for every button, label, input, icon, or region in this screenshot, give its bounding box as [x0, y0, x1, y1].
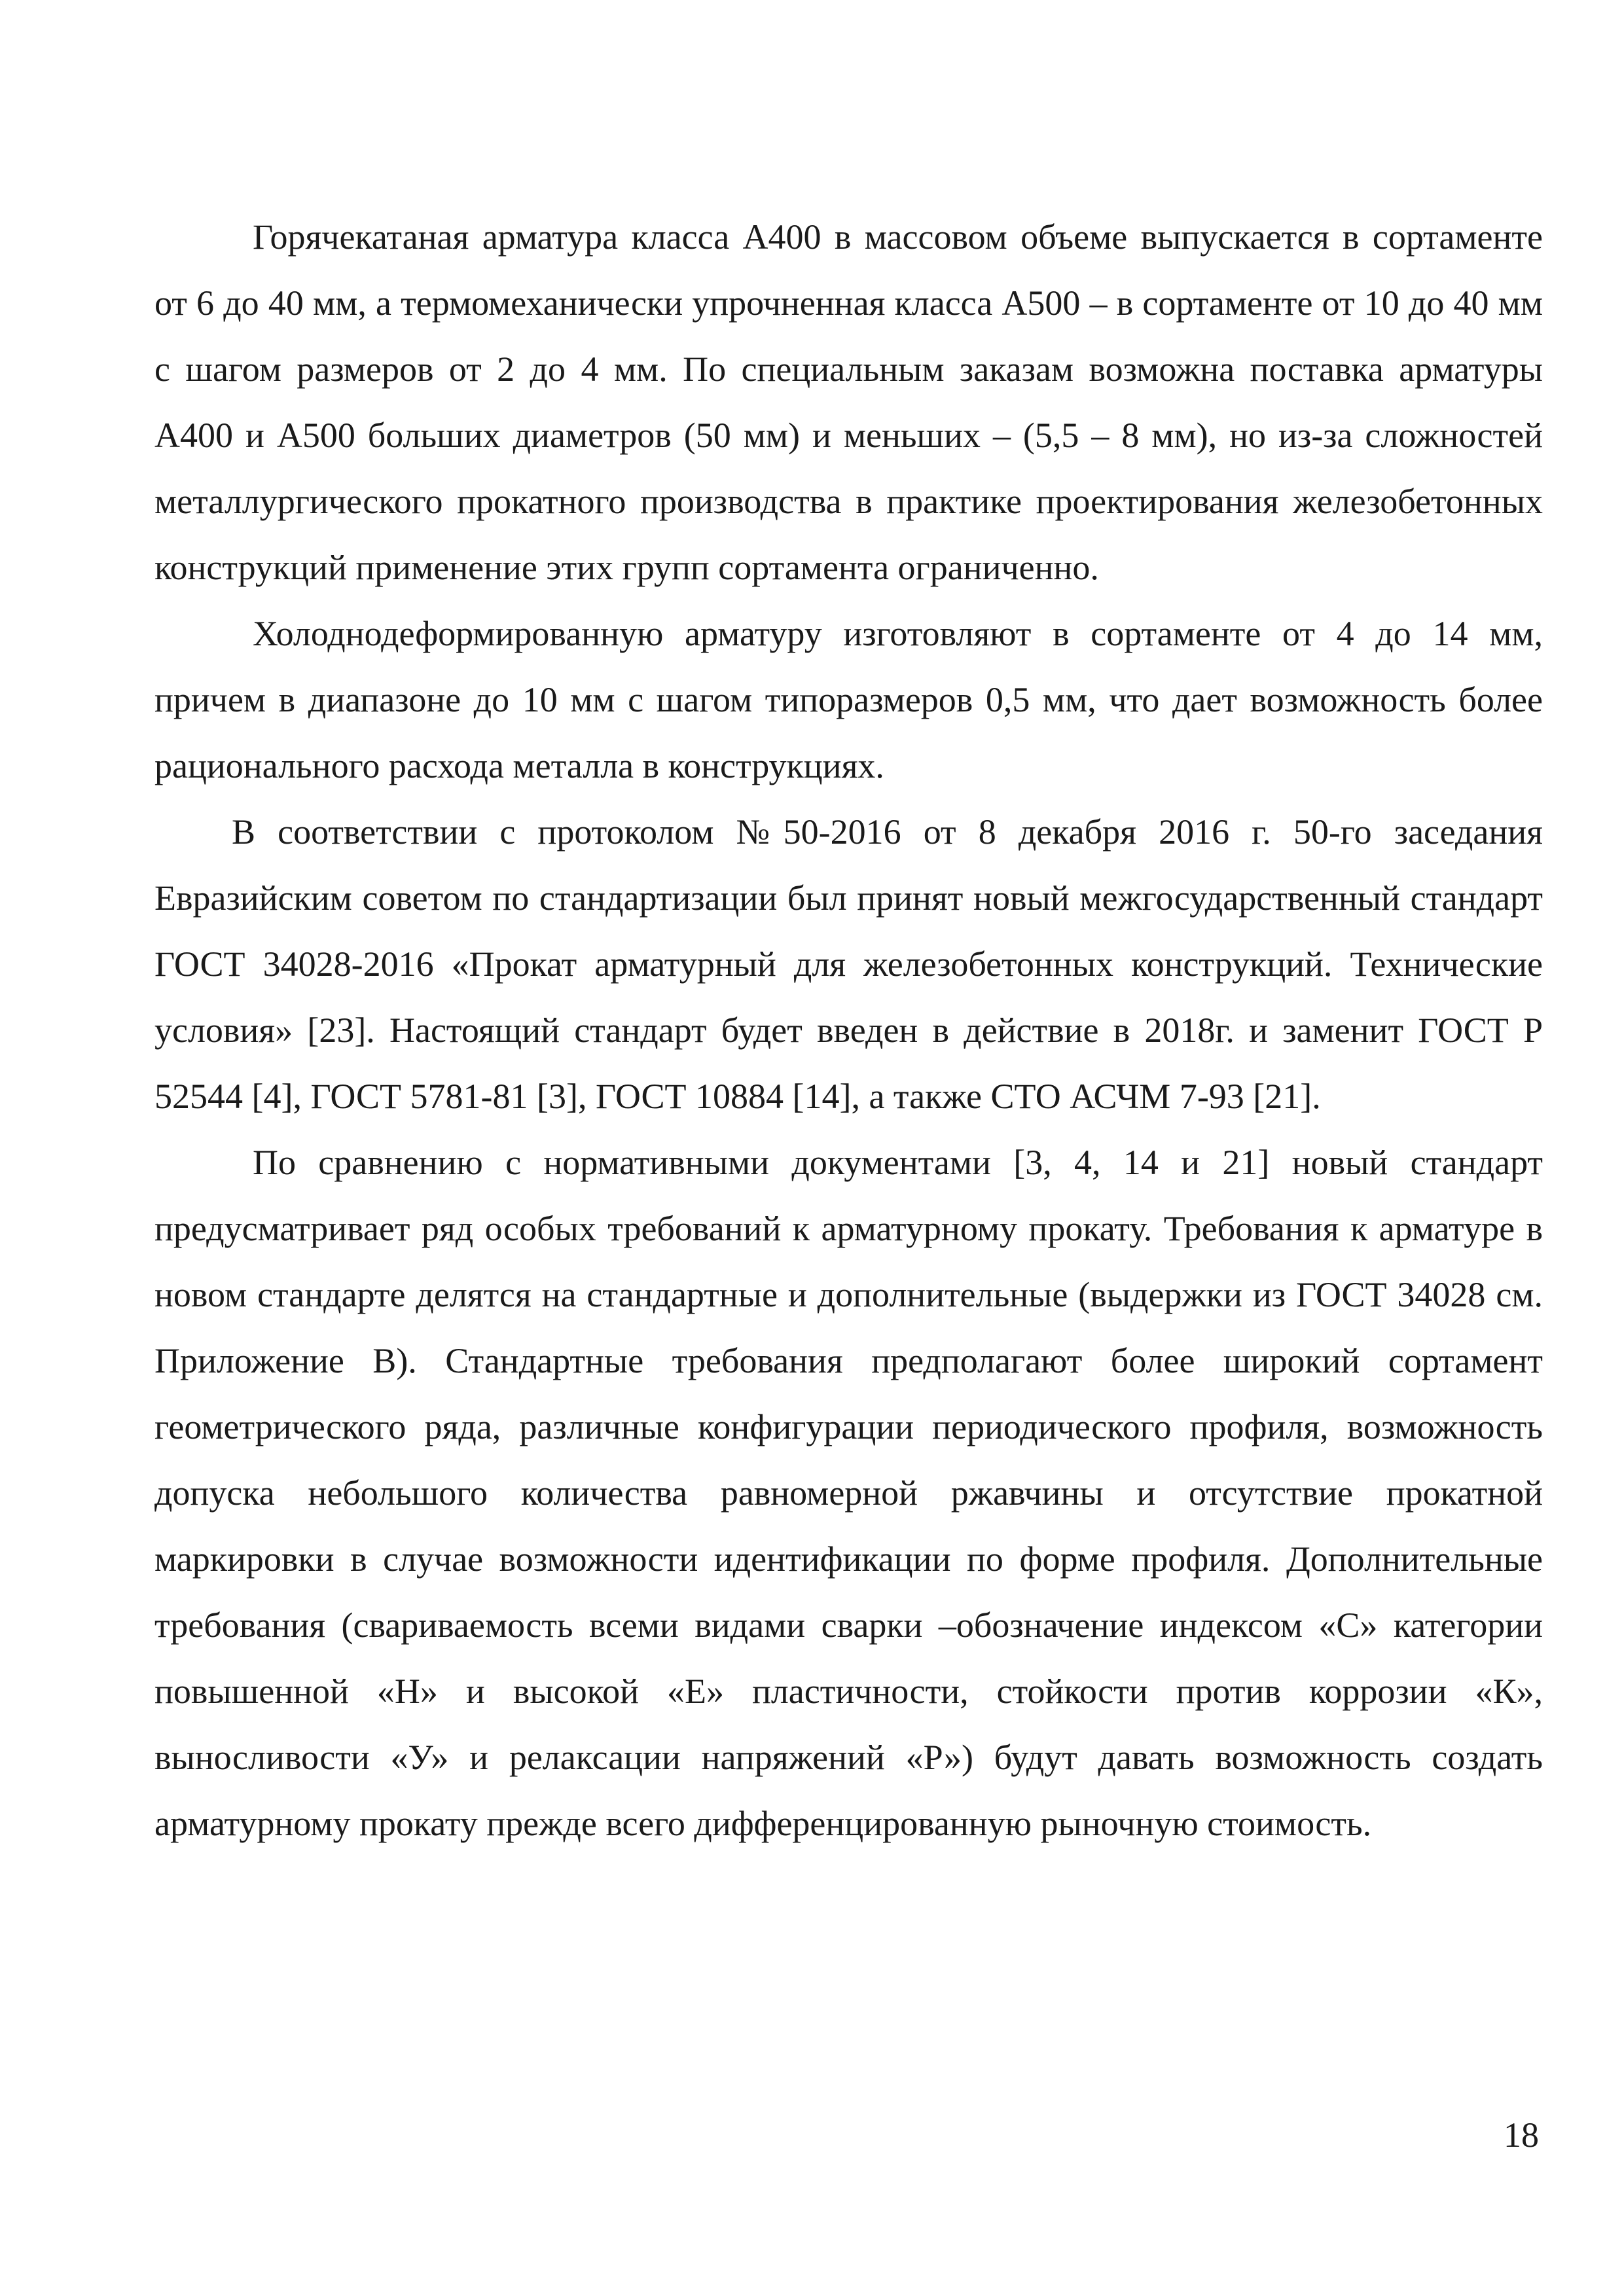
paragraph-cold-deformed-rebar: Холоднодеформированную арматуру изготовляют в сортаменте от 4 до 14 мм, причем в диапазоне до 10 мм с шагом типоразмеров 0,5 мм, что дает возможность более рационального расхода металла в конструкциях.	[154, 614, 1543, 785]
paragraph-hot-rolled-rebar: Горячекатаная арматура класса А400 в массовом объеме выпускается в сортаменте от 6 до 40 мм, а термомеханически упрочненная класса А500 – в сортаменте от 10 до 40 мм с шагом размеров от 2 до 4 мм. По специальным заказам возможна поставка арматуры А400 и А500 больших диаметров (50 мм) и меньших – (5,5 – 8 мм), но из-за сложностей металлургического прокатного производства в практике проектирования железобетонных конструкций применение этих групп сортамента ограниченно.	[154, 217, 1543, 587]
paragraph-new-standard: В соответствии с протоколом №50-2016 от 8 декабря 2016 г. 50-го заседания Евразийским советом по стандартизации был принят новый межгосударственный стандарт ГОСТ 34028-2016 «Прокат арматурный для железобетонных конструкций. Технические условия» [23]. Настоящий стандарт будет введен в действие в 2018г. и заменит ГОСТ Р 52544 [4], ГОСТ 5781-81 [3], ГОСТ 10884 [14], а также СТО АСЧМ 7-93 [21].	[154, 812, 1543, 1116]
page-body	[154, 204, 1543, 1857]
page-number: 18	[1504, 2115, 1539, 2155]
paragraph-standard-comparison: По сравнению с нормативными документами [3, 4, 14 и 21] новый стандарт предусматривает ряд особых требований к арматурному прокату. Требования к арматуре в новом стандарте делятся на стандартные и дополнительные (выдержки из ГОСТ 34028 см. Приложение В). Стандартные требования предполагают более широкий сортамент геометрического ряда, различные конфигурации периодического профиля, возможность допуска небольшого количества равномерной ржавчины и отсутствие прокатной маркировки в случае возможности идентификации по форме профиля. Дополнительные требования (свариваемость всеми видами сварки –обозначение индексом «С» категории повышенной «Н» и высокой «Е» пластичности, стойкости против коррозии «К», выносливости «У» и релаксации напряжений «Р») будут давать возможность создать арматурному прокату прежде всего дифференцированную рыночную стоимость.	[154, 1143, 1543, 1843]
